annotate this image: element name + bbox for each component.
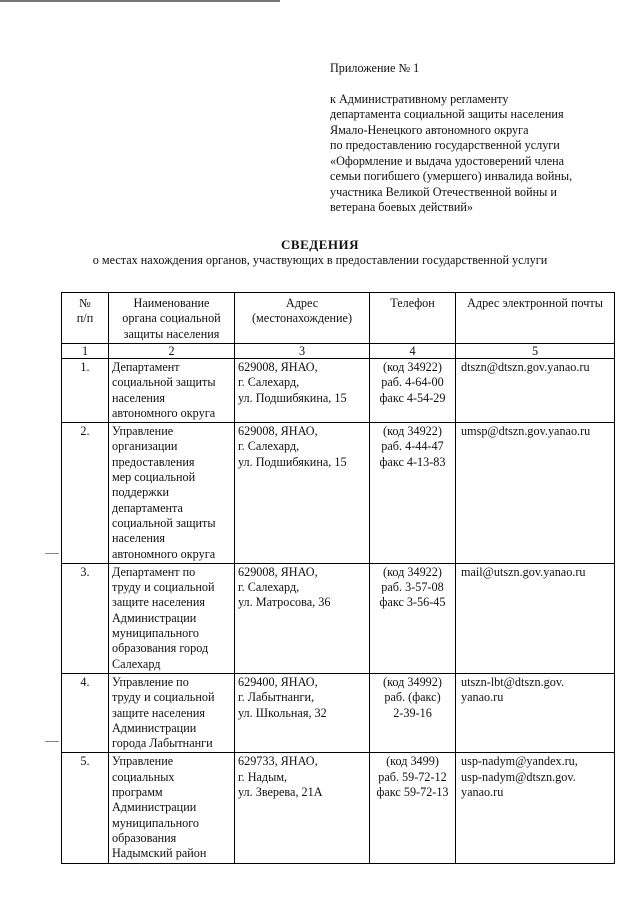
agency-phone-line: (код 34922): [383, 360, 442, 374]
agency-phone-line: (код 34922): [383, 424, 442, 439]
agency-address-line: ул. Подшибякина, 15: [238, 390, 347, 405]
agency-name-line: автономного округа: [112, 405, 216, 420]
header-email: Адрес электронной почты: [456, 293, 615, 344]
agency-email: [456, 423, 615, 564]
agency-address-line: ул. Матросова, 36: [238, 595, 331, 610]
agency-phone-line: (код 3499): [386, 754, 439, 769]
table-row: [62, 423, 615, 564]
agency-name-line: муниципального: [112, 815, 199, 830]
agency-name-line: Управление: [112, 424, 174, 439]
appendix-title: Приложение № 1: [330, 61, 420, 75]
agency-address: [235, 563, 370, 673]
agency-phone-line: факс 4-54-29: [379, 390, 446, 405]
agency-phone-line: раб. 3-57-08: [381, 580, 444, 595]
header-phone: Телефон: [370, 293, 456, 344]
appendix-line: семьи погибшего (умершего) инвалида войны,: [330, 169, 573, 183]
agency-name-line: труду и социальной: [112, 580, 215, 595]
table-header-row: [62, 293, 615, 344]
agency-email-line: usp-nadym@dtszn.gov.: [461, 769, 576, 784]
agency-phone-line: раб. 4-64-00: [381, 375, 444, 390]
agency-email: [456, 563, 615, 673]
agency-name-line: социальных: [112, 769, 175, 784]
agency-name-line: защите населения: [112, 595, 205, 610]
agency-name-line: социальной защиты: [112, 515, 216, 530]
agency-name-line: департамента: [112, 500, 183, 515]
agency-phone-line: раб. 59-72-12: [378, 769, 447, 784]
agency-phone-line: раб. 4-44-47: [381, 439, 444, 454]
row-number: 1.: [62, 359, 109, 423]
agency-name-line: муниципального: [112, 626, 199, 641]
agency-address-line: г. Надым,: [238, 769, 288, 784]
agency-address-line: г. Лабытнанги,: [238, 690, 315, 705]
agency-address: [235, 423, 370, 564]
agency-name-line: Департамент: [112, 360, 180, 374]
agency-email: [456, 753, 615, 863]
agency-email-line: usp-nadym@yandex.ru,: [461, 754, 578, 769]
agency-name-line: программ: [112, 785, 163, 800]
agency-phone-line: раб. (факс): [384, 690, 441, 705]
agency-address-line: 629400, ЯНАО,: [238, 674, 318, 689]
agency-name-line: населения: [112, 531, 166, 546]
agency-phone-line: 2-39-16: [393, 705, 432, 720]
row-number: 2.: [62, 423, 109, 564]
agency-name-line: защите населения: [112, 705, 205, 720]
agency-name: [109, 673, 235, 752]
agency-address-line: г. Салехард,: [238, 439, 300, 454]
table-body: [62, 359, 615, 864]
agency-name: [109, 423, 235, 564]
margin-mark: [45, 553, 59, 554]
agency-name-line: социальной защиты: [112, 375, 216, 390]
appendix-block: [330, 61, 630, 216]
agency-name-line: Управление по: [112, 674, 189, 689]
agency-name-line: образования: [112, 830, 177, 845]
agency-phone: [370, 423, 456, 564]
agency-name-line: Департамент по: [112, 564, 196, 579]
row-number: 5.: [62, 753, 109, 863]
column-number: 5: [456, 344, 615, 359]
agency-phone-line: факс 3-56-45: [379, 595, 446, 610]
agency-name-line: Управление: [112, 754, 174, 769]
agency-address-line: г. Салехард,: [238, 375, 300, 390]
header-address: Адрес (местонахождение): [235, 293, 370, 344]
agency-address-line: 629733, ЯНАО,: [238, 754, 318, 769]
table-row: [62, 753, 615, 863]
top-rule: [0, 0, 280, 2]
row-number: 3.: [62, 563, 109, 673]
appendix-line: к Административному регламенту: [330, 91, 509, 106]
document-heading: СВЕДЕНИЯ: [281, 237, 359, 252]
agency-address-line: ул. Зверева, 21А: [238, 785, 323, 800]
agency-phone: [370, 673, 456, 752]
agency-email-line: umsp@dtszn.gov.yanao.ru: [461, 424, 591, 439]
table-row: [62, 673, 615, 752]
agency-phone: [370, 359, 456, 423]
agency-name: [109, 359, 235, 423]
column-number: 3: [235, 344, 370, 359]
agency-name-line: организации: [112, 439, 178, 454]
agency-name-line: города Лабытнанги: [112, 736, 213, 751]
agency-address-line: 629008, ЯНАО,: [238, 564, 318, 579]
agency-name: [109, 563, 235, 673]
agency-email: [456, 359, 615, 423]
agency-phone: [370, 563, 456, 673]
agency-address: [235, 753, 370, 863]
margin-mark: [45, 741, 59, 742]
agency-address-line: ул. Подшибякина, 15: [238, 454, 347, 469]
appendix-lines: [330, 92, 630, 216]
agencies-table: [61, 292, 615, 864]
row-number: 4.: [62, 673, 109, 752]
agency-address: [235, 359, 370, 423]
column-number-row: [62, 344, 615, 359]
agency-phone: [370, 753, 456, 863]
agency-phone-line: (код 34992): [383, 674, 442, 689]
appendix-line: по предоставлению государственной услуги: [330, 138, 560, 152]
agency-email-line: yanao.ru: [461, 785, 504, 800]
agency-name-line: Надымский район: [112, 846, 207, 861]
agency-name-line: предоставления: [112, 454, 195, 469]
agency-name-line: Салехард: [112, 656, 161, 671]
appendix-line: «Оформление и выдача удостоверений члена: [330, 153, 565, 168]
document-subheading: о местах нахождения органов, участвующих в предоставлении государственной услуги: [92, 253, 548, 267]
column-number: 4: [370, 344, 456, 359]
agency-phone-line: факс 4-13-83: [379, 454, 446, 469]
agency-email: [456, 673, 615, 752]
agency-address-line: 629008, ЯНАО,: [238, 360, 318, 374]
table-row: [62, 359, 615, 423]
agency-name-line: Администрации: [112, 800, 197, 815]
agency-address-line: г. Салехард,: [238, 580, 300, 595]
agency-name-line: образования город: [112, 641, 209, 656]
appendix-line: ветерана боевых действий»: [330, 200, 474, 214]
agency-name-line: населения: [112, 390, 166, 405]
agency-name-line: мер социальной: [112, 470, 196, 485]
agency-name: [109, 753, 235, 863]
appendix-line: участника Великой Отечественной войны и: [330, 184, 557, 199]
header-number: № п/п: [62, 293, 109, 344]
appendix-line: департамента социальной защиты населения: [330, 107, 564, 121]
agency-address: [235, 673, 370, 752]
agency-phone-line: факс 59-72-13: [376, 785, 449, 800]
agency-name-line: автономного округа: [112, 546, 216, 561]
appendix-line: Ямало-Ненецкого автономного округа: [330, 122, 529, 137]
agency-email-line: dtszn@dtszn.gov.yanao.ru: [461, 360, 590, 374]
agency-name-line: Администрации: [112, 610, 197, 625]
agency-phone-line: (код 34922): [383, 564, 442, 579]
agency-name-line: Администрации: [112, 720, 197, 735]
agency-name-line: поддержки: [112, 485, 170, 500]
agency-email-line: utszn-lbt@dtszn.gov.: [461, 674, 565, 689]
agency-email-line: yanao.ru: [461, 690, 504, 705]
header-name: Наименование органа социальной защиты населения: [109, 293, 235, 344]
agency-email-line: mail@utszn.gov.yanao.ru: [461, 564, 586, 579]
agency-address-line: ул. Школьная, 32: [238, 705, 327, 720]
agency-address-line: 629008, ЯНАО,: [238, 424, 318, 439]
agency-name-line: труду и социальной: [112, 690, 215, 705]
column-number: 1: [62, 344, 109, 359]
table-row: [62, 563, 615, 673]
column-number: 2: [109, 344, 235, 359]
